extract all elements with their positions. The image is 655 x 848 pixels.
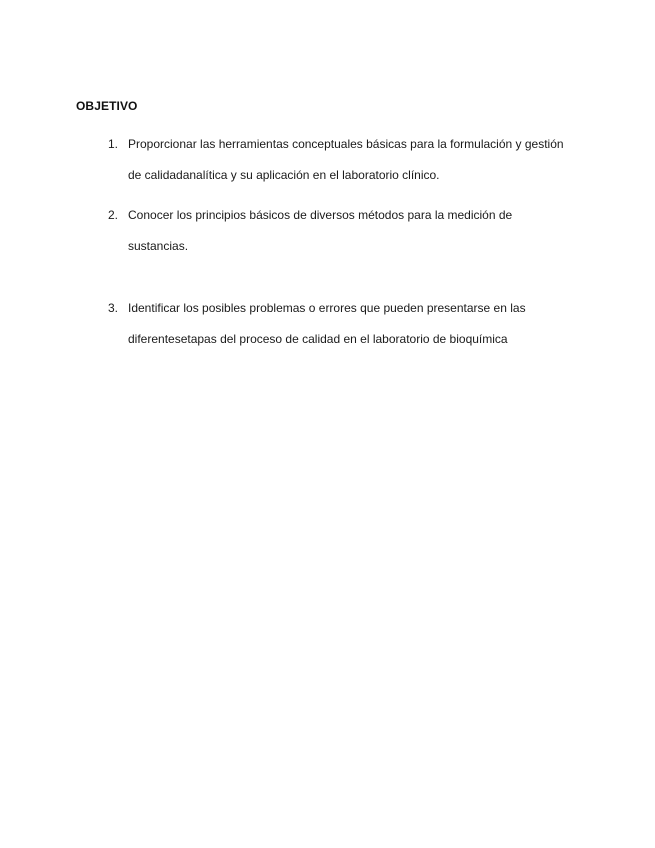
item-text-line: Identificar los posibles problemas o errores que pueden presentarse en las — [128, 301, 526, 315]
item-number: 3. — [108, 301, 119, 315]
section-heading: OBJETIVO — [76, 99, 138, 113]
item-number: 1. — [108, 137, 119, 151]
item-text-line: Conocer los principios básicos de diversos métodos para la medición de — [128, 208, 513, 222]
item-text-line: de calidadanalítica y su aplicación en el laboratorio clínico. — [128, 168, 440, 182]
item-number: 2. — [108, 208, 119, 222]
item-text-line: Proporcionar las herramientas conceptuales básicas para la formulación y gestión — [128, 137, 564, 151]
item-text-line: diferentesetapas del proceso de calidad en el laboratorio de bioquímica — [128, 332, 508, 346]
item-text-line: sustancias. — [128, 239, 189, 253]
